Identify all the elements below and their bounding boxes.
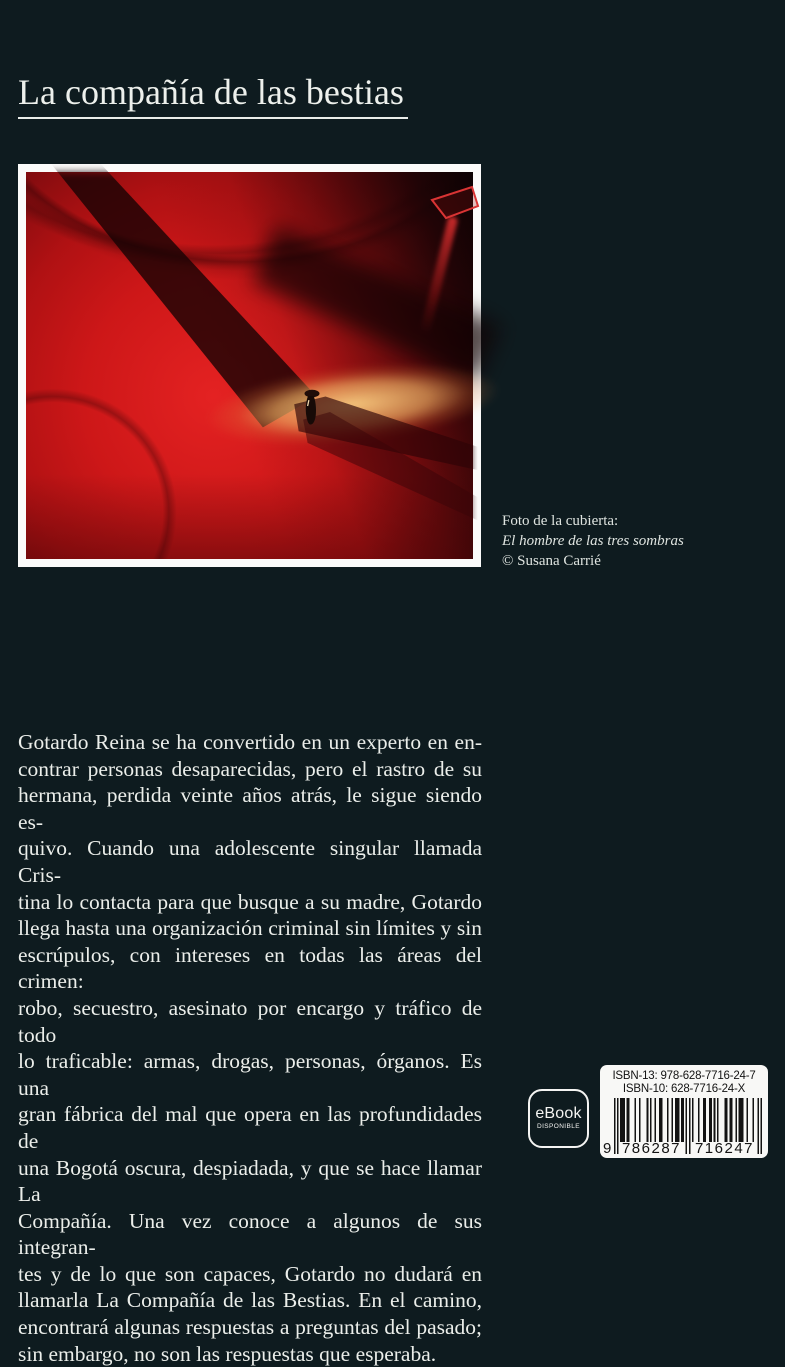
synopsis-line: llega hasta una organización criminal sin límites y sin xyxy=(18,916,482,941)
synopsis-line: escrúpulos, con intereses en todas las áreas del crimen: xyxy=(18,942,482,994)
synopsis-line: llamarla La Compañía de las Bestias. En el camino, xyxy=(18,1288,482,1313)
synopsis-line: tes y de lo que son capaces, Gotardo no dudará en xyxy=(18,1261,482,1286)
isbn-barcode-label xyxy=(600,1065,768,1158)
barcode-digits-right: 716247 xyxy=(694,1140,755,1157)
isbn13-text: ISBN-13: 978-628-7716-24-7 xyxy=(612,1070,756,1082)
synopsis-line: contrar personas desaparecidas, pero el rastro de su xyxy=(18,756,482,781)
synopsis-text xyxy=(18,729,482,1367)
barcode-digits-left: 786287 xyxy=(621,1140,682,1157)
photo-credit xyxy=(502,511,684,571)
ebook-badge-title: eBook xyxy=(535,1105,582,1123)
ebook-available-badge xyxy=(528,1089,589,1148)
synopsis-line: sin embargo, no son las respuestas que esperaba. xyxy=(18,1341,437,1366)
ebook-badge-subtitle: DISPONIBLE xyxy=(536,1123,580,1131)
barcode xyxy=(603,1098,765,1156)
photo-credit-work-title: El hombre de las tres sombras xyxy=(502,533,684,549)
page-title: La compañía de las bestias xyxy=(18,74,408,119)
cover-photo-frame xyxy=(18,164,481,567)
synopsis-line: gran fábrica del mal que opera en las profundidades de xyxy=(18,1102,482,1153)
photo-credit-label: Foto de la cubierta: xyxy=(502,513,619,529)
synopsis-line: Gotardo Reina se ha convertido en un experto en en- xyxy=(18,730,482,754)
isbn10-text: ISBN-10: 628-7716-24-X xyxy=(622,1083,746,1095)
photo-kite-outline xyxy=(428,184,480,228)
synopsis-line: robo, secuestro, asesinato por encargo y tráfico de todo xyxy=(18,995,482,1047)
photo-person-silhouette xyxy=(299,387,323,427)
photo-credit-copyright: © Susana Carrié xyxy=(502,553,601,569)
synopsis-line: lo traficable: armas, drogas, personas, órganos. Es una xyxy=(18,1049,482,1100)
synopsis-line: encontrará algunas respuestas a preguntas del pasado; xyxy=(18,1315,482,1340)
synopsis-line: Compañía. Una vez conoce a algunos de sus integran- xyxy=(18,1208,482,1260)
barcode-digit-first: 9 xyxy=(603,1140,612,1157)
synopsis-line: hermana, perdida veinte años atrás, le sigue siendo es- xyxy=(18,783,482,834)
synopsis-line: una Bogotá oscura, despiadada, y que se hace llamar La xyxy=(18,1155,482,1207)
cover-photo-image xyxy=(26,172,473,559)
synopsis-line: quivo. Cuando una adolescente singular llamada Cris- xyxy=(18,836,482,887)
synopsis-line: tina lo contacta para que busque a su madre, Gotardo xyxy=(18,889,482,914)
